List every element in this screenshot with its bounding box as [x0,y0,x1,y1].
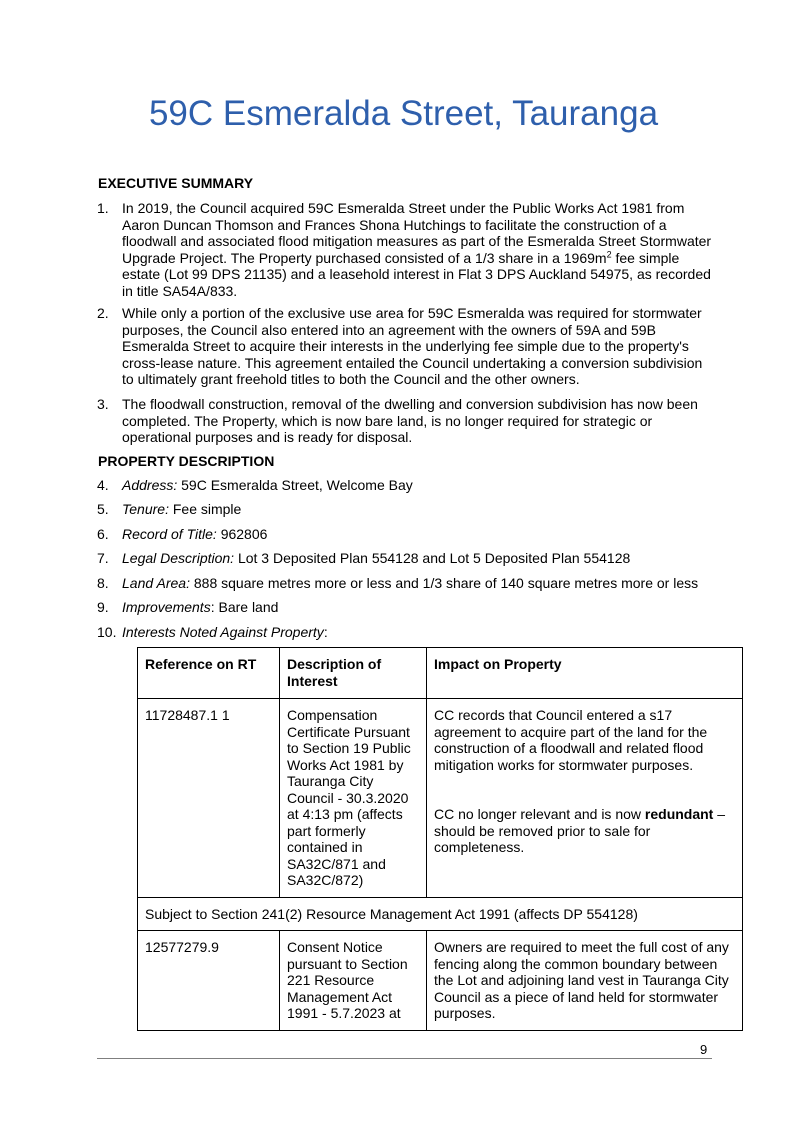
item-label: Improvements [122,599,211,615]
paragraph-number: 2. [97,305,109,321]
paragraph-1 [97,200,717,299]
cell-reference: 12577279.9 [138,931,280,1031]
item-value: Fee simple [168,501,242,517]
cell-span-note: Subject to Section 241(2) Resource Management Act 1991 (affects DP 554128) [138,897,743,931]
item-number: 7. [97,550,109,566]
document-title: 59C Esmeralda Street, Tauranga [148,94,659,133]
table-row-span [138,897,743,931]
item-value: 59C Esmeralda Street, Welcome Bay [177,477,413,493]
item-text [122,599,737,616]
item-label: Legal Description: [122,550,235,566]
item-number: 6. [97,526,109,542]
impact-text: CC records that Council entered a s17 agreement to acquire part of the land for the construction of a floodwall and related flood mitigation works for stormwater purposes. [434,707,708,773]
paragraph-text: While only a portion of the exclusive use area for 59C Esmeralda was required for stormwater purposes, the Council also entered into an agreement with the owners of 59A and 59B Esmeralda Street to acquire their interests in the underlying fee simple due to the property's cross-lease nature. This agreement entailed the Council undertaking a conversion subdivision to ultimately grant freehold titles to both the Council and the other owners. [122,305,703,387]
property-item-legal-description [97,550,737,567]
item-number: 9. [97,599,109,615]
table-row [138,931,743,1031]
item-number: 4. [97,477,109,493]
paragraph-text-part: fee simple estate (Lot 99 DPS 21135) and a leasehold interest in Flat 3 DPS Auckland 54975, as recorded in title SA54A/833. [122,249,711,299]
item-number: 8. [97,575,109,591]
item-text [122,550,737,567]
item-text [122,575,737,592]
table-row [138,699,743,898]
item-value: Lot 3 Deposited Plan 554128 and Lot 5 Deposited Plan 554128 [234,550,631,566]
superscript: 2 [606,248,612,259]
cell-description: Consent Notice pursuant to Section 221 Resource Management Act 1991 - 5.7.2023 at [280,931,427,1031]
column-header-description: Description of Interest [280,648,427,699]
cell-reference: 11728487.1 1 [138,699,280,898]
item-number: 10. [97,624,117,640]
column-header-reference: Reference on RT [138,648,280,699]
paragraph-2 [97,305,717,388]
item-value: 888 square metres more or less and 1/3 share of 140 square metres more or less [189,575,699,591]
table-header-row [138,648,743,699]
property-item-interests [97,624,737,641]
item-value: : [323,624,328,640]
paragraph-number: 1. [97,200,109,216]
paragraph-3 [97,396,717,446]
impact-text: – should be removed prior to sale for completeness. [434,806,726,855]
item-text [122,526,737,543]
item-text [122,501,737,518]
property-item-address [97,477,737,494]
executive-summary-heading: EXECUTIVE SUMMARY [98,175,254,191]
paragraph-text [122,200,717,299]
cell-impact: Owners are required to meet the full cost of any fencing along the common boundary between the Lot and adjoining land vest in Tauranga City Council as a piece of land held for stormwater purposes. [427,931,743,1031]
footer-divider [97,1058,712,1059]
paragraph-text: The floodwall construction, removal of the dwelling and conversion subdivision has now been completed. The Property, which is now bare land, is no longer required for strategic or operational purposes and is ready for disposal. [122,396,698,445]
paragraph-number: 3. [97,396,109,412]
property-item-tenure [97,501,737,518]
cell-description: Compensation Certificate Pursuant to Section 19 Public Works Act 1981 by Tauranga City Council - 30.3.2020 at 4:13 pm (affects part formerly contained in SA32C/871 and SA32C/872) [280,699,427,898]
item-label: Interests Noted Against Property [122,624,324,640]
impact-bold-text: redundant [644,806,714,822]
item-label: Address: [122,477,178,493]
item-label: Tenure: [122,501,169,517]
item-label: Land Area: [122,575,190,591]
cell-impact [427,699,743,898]
impact-text: CC no longer relevant and is now [434,806,645,822]
page-number: 9 [700,1042,708,1057]
property-item-improvements [97,599,737,616]
item-text [122,477,737,494]
item-label: Record of Title: [122,526,217,542]
column-header-impact: Impact on Property [427,648,743,699]
property-item-record-of-title [97,526,737,543]
property-description-heading: PROPERTY DESCRIPTION [98,453,275,469]
item-value: : Bare land [210,599,279,615]
item-number: 5. [97,501,109,517]
item-text [122,624,737,641]
item-value: 962806 [216,526,268,542]
paragraph-text-part: In 2019, the Council acquired 59C Esmeralda Street under the Public Works Act 1981 from Aaron Duncan Thomson and Frances Shona Hutchings to facilitate the construction of a floodwall and associated flood mitigation measures as part of the Esmeralda Street Stormwater Upgrade Project. The Property purchased consisted of a 1/3 share in a 1969m [122,200,712,266]
interests-table [137,647,743,1031]
property-item-land-area [97,575,737,592]
